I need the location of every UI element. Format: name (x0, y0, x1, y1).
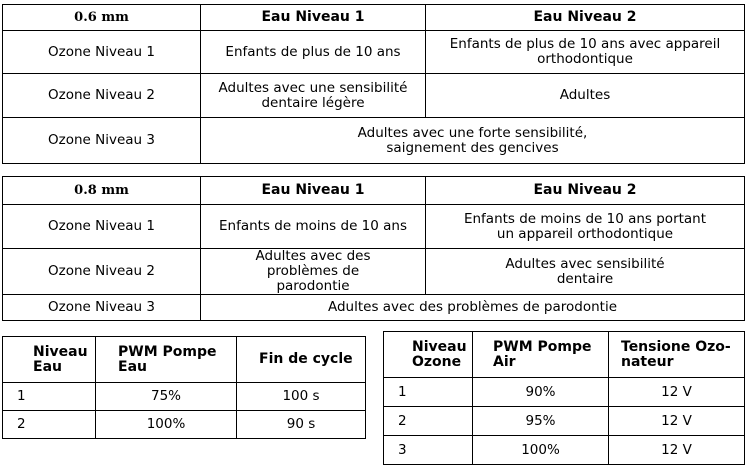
header-text: Niveau Eau (33, 343, 88, 375)
cell (201, 249, 426, 295)
span-text: Adultes avec une forte sensibilité, saignement des gencives (357, 124, 588, 156)
cell-text: Adultes avec des problèmes de parodontie (255, 248, 371, 294)
header-text: Niveau Ozone (412, 338, 467, 370)
table-header-row (384, 332, 745, 378)
header-thickness: 0.6 mm (3, 5, 201, 31)
header-niveau-ozone (384, 332, 473, 378)
header-thickness: 0.8 mm (3, 177, 201, 205)
header-eau-niveau-2: Eau Niveau 2 (426, 177, 745, 205)
row-label: Ozone Niveau 3 (3, 118, 201, 164)
table-06mm (2, 4, 745, 164)
cell (426, 205, 745, 249)
header-eau-niveau-1: Eau Niveau 1 (201, 177, 426, 205)
cell-tension: 12 V (609, 407, 745, 436)
cell-pwm: 95% (473, 407, 609, 436)
row-label: Ozone Niveau 1 (3, 205, 201, 249)
cell: Adultes avec une sensibilité dentaire légère (201, 74, 426, 118)
table-row (3, 383, 366, 411)
row-label: Ozone Niveau 2 (3, 74, 201, 118)
cell-span: Adultes avec des problèmes de parodontie (201, 295, 745, 321)
table-header-row (3, 177, 745, 205)
table-08mm (2, 176, 745, 321)
row-label: Ozone Niveau 3 (3, 295, 201, 321)
cell-pwm: 100% (96, 411, 237, 439)
header-text: Tensione Ozo-nateur (621, 338, 731, 370)
header-pwm-pompe-air (473, 332, 609, 378)
cell-fin-cycle: 100 s (237, 383, 366, 411)
header-niveau-eau (3, 337, 96, 383)
row-label: Ozone Niveau 1 (3, 31, 201, 74)
table-row (3, 118, 745, 164)
table-row (3, 31, 745, 74)
header-eau-niveau-2: Eau Niveau 2 (426, 5, 745, 31)
cell-text: Adultes avec sensibilité dentaire (505, 255, 665, 287)
header-text: PWM Pompe Eau (118, 343, 217, 375)
cell: Enfants de plus de 10 ans (201, 31, 426, 74)
cell-pwm: 90% (473, 378, 609, 407)
table-row (3, 411, 366, 439)
cell-niveau: 2 (3, 411, 96, 439)
header-tensione-ozonateur (609, 332, 745, 378)
cell-niveau: 2 (384, 407, 473, 436)
table-row (3, 74, 745, 118)
header-fin-de-cycle: Fin de cycle (237, 337, 366, 383)
table-eau-pwm (2, 336, 366, 439)
cell-pwm: 75% (96, 383, 237, 411)
table-row (384, 407, 745, 436)
cell-niveau: 1 (384, 378, 473, 407)
cell (426, 249, 745, 295)
cell-niveau: 3 (384, 436, 473, 465)
cell-fin-cycle: 90 s (237, 411, 366, 439)
cell-span (201, 118, 745, 164)
table-row (3, 295, 745, 321)
cell-tension: 12 V (609, 378, 745, 407)
header-pwm-pompe-eau (96, 337, 237, 383)
cell-niveau: 1 (3, 383, 96, 411)
table-row (3, 249, 745, 295)
table-row (384, 436, 745, 465)
header-text: PWM Pompe Air (493, 338, 592, 370)
row-label: Ozone Niveau 2 (3, 249, 201, 295)
cell: Enfants de moins de 10 ans (201, 205, 426, 249)
table-header-row (3, 5, 745, 31)
table-row (384, 378, 745, 407)
cell: Enfants de plus de 10 ans avec appareil orthodontique (426, 31, 745, 74)
cell-pwm: 100% (473, 436, 609, 465)
table-ozone-pwm (383, 331, 745, 465)
cell: Adultes (426, 74, 745, 118)
table-row (3, 205, 745, 249)
cell-text: Enfants de moins de 10 ans portant un appareil orthodontique (463, 210, 707, 242)
cell-tension: 12 V (609, 436, 745, 465)
table-header-row (3, 337, 366, 383)
header-eau-niveau-1: Eau Niveau 1 (201, 5, 426, 31)
